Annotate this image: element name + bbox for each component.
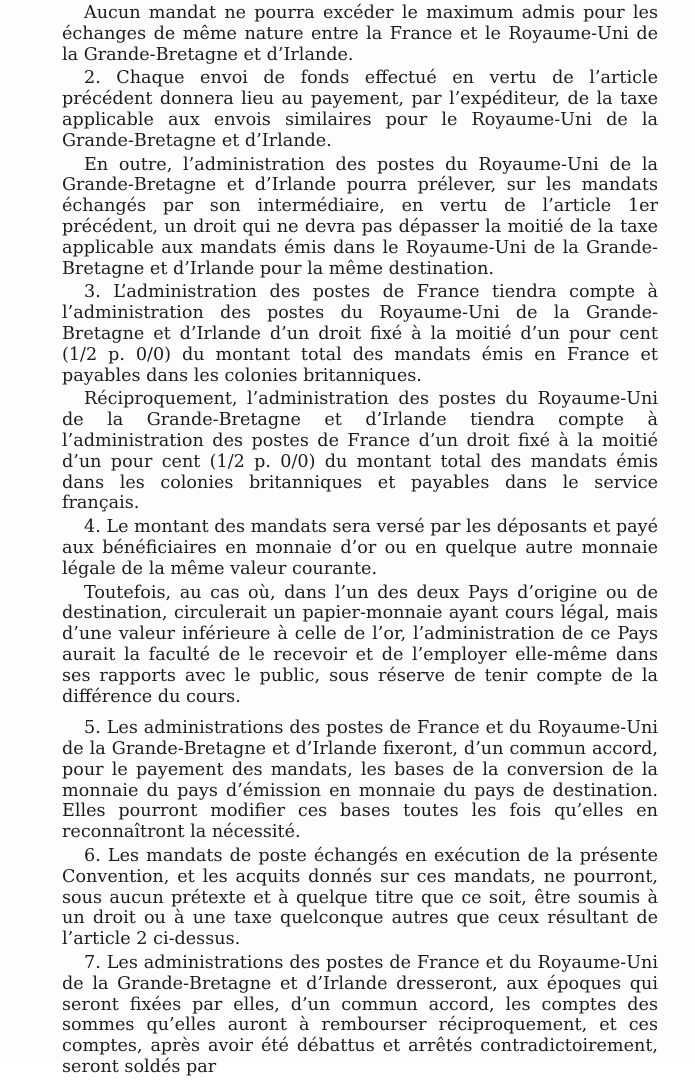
paragraph-article-4-papier-monnaie: Toutefois, au cas où, dans l’un des deux Pays d’origine ou de destination, circulerait un papier-monnaie ayant cours légal, mais d’une valeur inférieure à celle de l’or, l’administration de ce Pays aurait la faculté de le recevoir et de l’employer elle-même dans ses rapports avec le public, sous réserve de tenir compte de la différence du cours. <box>62 582 658 707</box>
paragraph-article-3: 3. L’administration des postes de France tiendra compte à l’administration des postes du Royaume-Uni de la Grande-Bretagne et d’Irlande d’un droit fixé à la moitié d’un pour cent (1/2 p. 0/0) du montant total des mandats émis en France et payables dans les colonies britanniques. <box>62 282 658 386</box>
paragraph-article-5: 5. Les administrations des postes de France et du Royaume-Uni de la Grande-Bretagne et d’Irlande fixeront, d’un commun accord, pour le payement des mandats, les bases de la conversion de la monnaie du pays d’émission en monnaie du pays de destination. Elles pourront modifier ces bases toutes les fois qu’elles en reconnaîtront la nécessité. <box>62 718 658 843</box>
paragraph-article-1-continuation: Aucun mandat ne pourra excéder le maximum admis pour les échanges de même nature entre la France et le Royaume-Uni de la Grande-Bretagne et d’Irlande. <box>62 3 658 65</box>
paragraph-article-7: 7. Les administrations des postes de France et du Royaume-Uni de la Grande-Bretagne et d’Irlande dresseront, aux époques qui seront fixées par elles, d’un commun accord, les comptes des sommes qu’elles auront à rembourser réciproquement, et ces comptes, après avoir été débattus et arrêtés contradictoirement, seront soldés par <box>62 953 658 1078</box>
paragraph-article-3-reciprocite: Réciproquement, l’administration des postes du Royaume-Uni de la Grande-Bretagne et d’Irlande tiendra compte à l’administration des postes de France d’un droit fixé à la moitié d’un pour cent (1/2 p. 0/0) du montant total des mandats émis dans les colonies britanniques et payables dans le service français. <box>62 389 658 514</box>
document-body <box>62 3 658 1081</box>
paragraph-article-4: 4. Le montant des mandats sera versé par les déposants et payé aux bénéficiaires en monnaie d’or ou en quelque autre monnaie légale de la même valeur courante. <box>62 517 658 579</box>
paragraph-article-6: 6. Les mandats de poste échangés en exécution de la présente Convention, et les acquits donnés sur ces mandats, ne pourront, sous aucun prétexte et à quelque titre que ce soit, être soumis à un droit ou à une taxe quelconque autres que ceux résultant de l’article 2 ci-dessus. <box>62 846 658 950</box>
paragraph-article-2-droit: En outre, l’administration des postes du Royaume-Uni de la Grande-Bretagne et d’Irlande pourra prélever, sur les mandats échangés par son intermédiaire, en vertu de l’article 1er précédent, un droit qui ne devra pas dépasser la moitié de la taxe applicable aux mandats émis dans le Royaume-Uni de la Grande-Bretagne et d’Irlande pour la même destination. <box>62 154 658 279</box>
paragraph-article-2: 2. Chaque envoi de fonds effectué en vertu de l’article précédent donnera lieu au payement, par l’expéditeur, de la taxe applicable aux envois similaires pour le Royaume-Uni de la Grande-Bretagne et d’Irlande. <box>62 68 658 151</box>
